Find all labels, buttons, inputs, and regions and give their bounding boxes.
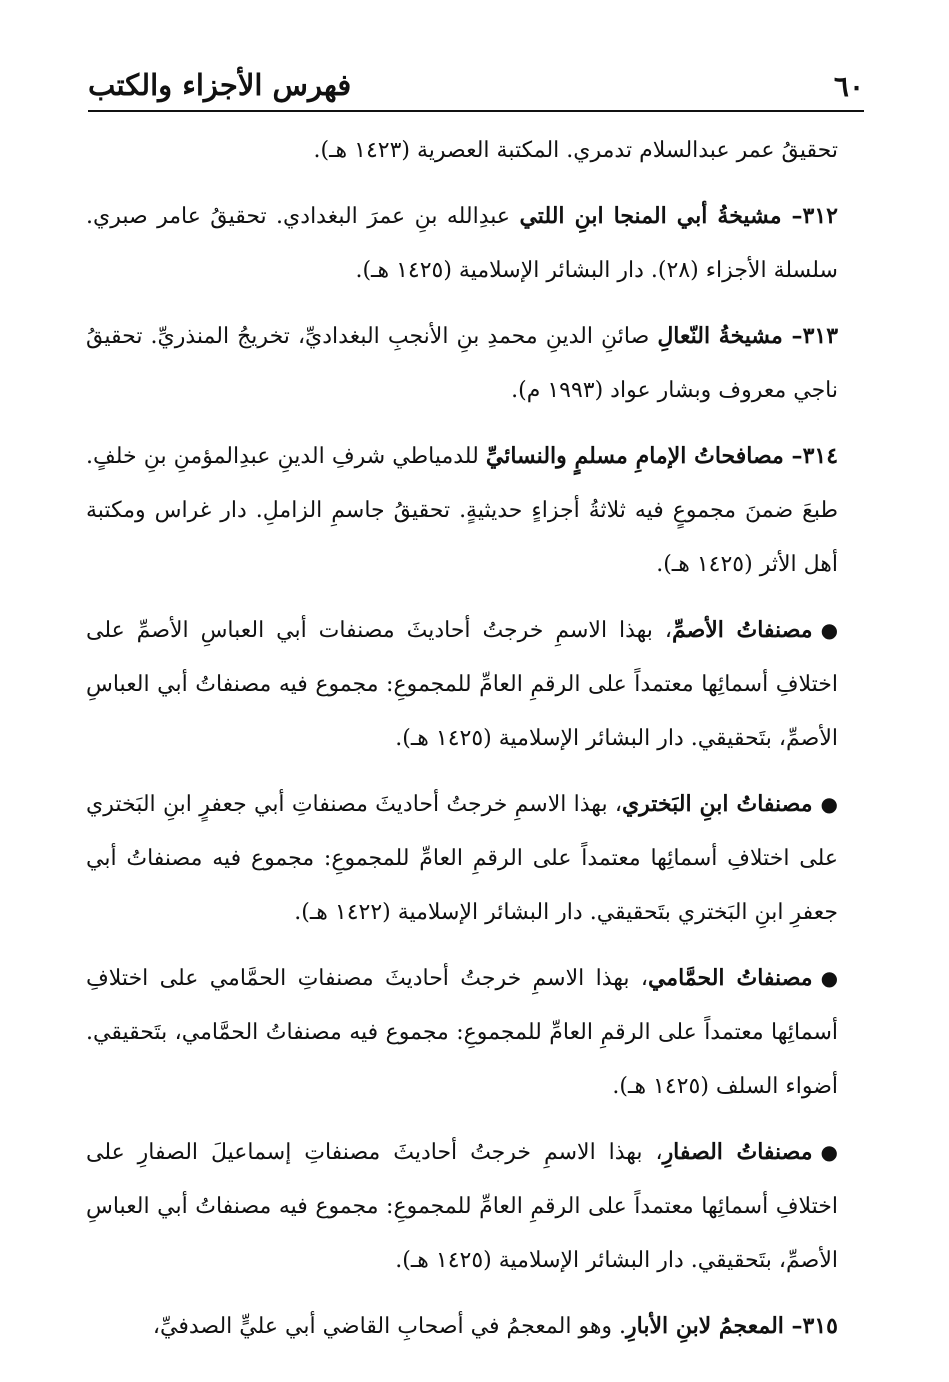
entry-text: عبدِالله بنِ عمرَ البغدادي. تحقيقُ عامر صبري. سلسلة الأجزاء (٢٨). دار البشائر الإسلامية (١٤٢٥ هـ). [86,204,838,283]
bullet-icon: ● [820,966,839,990]
bullet-icon: ● [820,618,839,642]
entry-text: ، بهذا الاسمِ خرجتُ أحاديثَ مصنفات أبي العباسِ الأصمِّ على اختلافِ أسمائِها معتمداً على الرقمِ العامِّ للمجموعِ: مجموع فيه مصنفاتُ أبي العباسِ الأصمِّ، بتَحقيقي. دار البشائر الإسلامية (١٤٢٥ هـ). [86,618,838,751]
entry-paragraph [86,951,838,1114]
entry-title: مصنفاتُ الأصمِّ [671,617,813,643]
entry-text: ، بهذا الاسمِ خرجتُ أحاديثَ مصنفاتِ إسماعيلَ الصفارِ على اختلافِ أسمائِها معتمداً على الرقمِ العامِّ للمجموعِ: مجموع فيه مصنفاتُ أبي العباسِ الأصمِّ، بتَحقيقي. دار البشائر الإسلامية (١٤٢٥ هـ). [86,1140,838,1273]
entry-title: مصنفاتُ ابنِ البَختري [621,791,813,817]
bullet-icon: ● [820,792,838,816]
entry-title: ٣١٤– مصافحاتُ الإمامِ مسلمٍ والنسائيِّ [485,443,839,469]
entry-text: للدمياطي شرفِ الدينِ عبدِالمؤمنِ بنِ خلفٍ. طبعَ ضمنَ مجموعٍ فيه ثلاثةُ أجزاءٍ حديثيةٍ. تحقيقُ جاسمِ الزاملِ. دار غراس ومكتبة أهل الأثر (١٤٢٥ هـ). [86,444,838,577]
entry-title: مصنفاتُ الحمَّامي [647,965,813,991]
entry-paragraph [86,1125,838,1288]
entry-paragraph [86,124,838,178]
entry-text: . وهو المعجمُ في أصحابِ القاضي أبي عليٍّ الصدفيِّ، [152,1314,627,1339]
entry-title: ٣١٢– مشيخةُ أبي المنجا ابنِ اللتي [519,203,838,229]
bullet-icon: ● [820,1140,838,1164]
entry-paragraph [86,189,838,298]
entry-paragraph [86,1299,838,1354]
running-title: فهرس الأجزاء والكتب [88,68,352,102]
entry-paragraph [86,309,838,418]
entry-title: ٣١٥– المعجمُ لابنِ الأبارِ [626,1313,838,1339]
page-header [88,66,864,106]
page-body [86,124,838,1365]
entry-text: صائنِ الدينِ محمدِ بنِ الأنجبِ البغداديِّ، تخريجُ المنذريِّ. تحقيقُ ناجي معروف وبشار عواد (١٩٩٣ م). [86,324,838,403]
entry-text: ، بهذا الاسمِ خرجتُ أحاديثَ مصنفاتِ الحمَّامي على اختلافِ أسمائِها معتمداً على الرقمِ العامِّ للمجموعِ: مجموع فيه مصنفاتُ الحمَّامي، بتَحقيقي. أضواء السلف (١٤٢٥ هـ). [86,966,838,1099]
header-rule [88,110,864,112]
entry-title: ٣١٣– مشيخةُ النّعالِ [657,323,839,349]
entry-text: ، بهذا الاسمِ خرجتُ أحاديثَ مصنفاتِ أبي جعفرٍ ابنِ البَختري على اختلافِ أسمائِها معتمداً على الرقمِ العامِّ للمجموعِ: مجموع فيه مصنفاتُ أبي جعفرِ ابنِ البَختري بتَحقيقي. دار البشائر الإسلامية (١٤٢٢ هـ). [86,792,838,925]
entry-paragraph [86,603,838,766]
entry-paragraph [86,429,838,592]
entry-title: مصنفاتُ الصفارِ [662,1139,813,1165]
entry-paragraph [86,777,838,940]
page-number: ٦٠ [833,70,864,103]
entry-text: تحقيقُ عمر عبدالسلام تدمري. المكتبة العصرية (١٤٢٣ هـ). [313,138,838,163]
